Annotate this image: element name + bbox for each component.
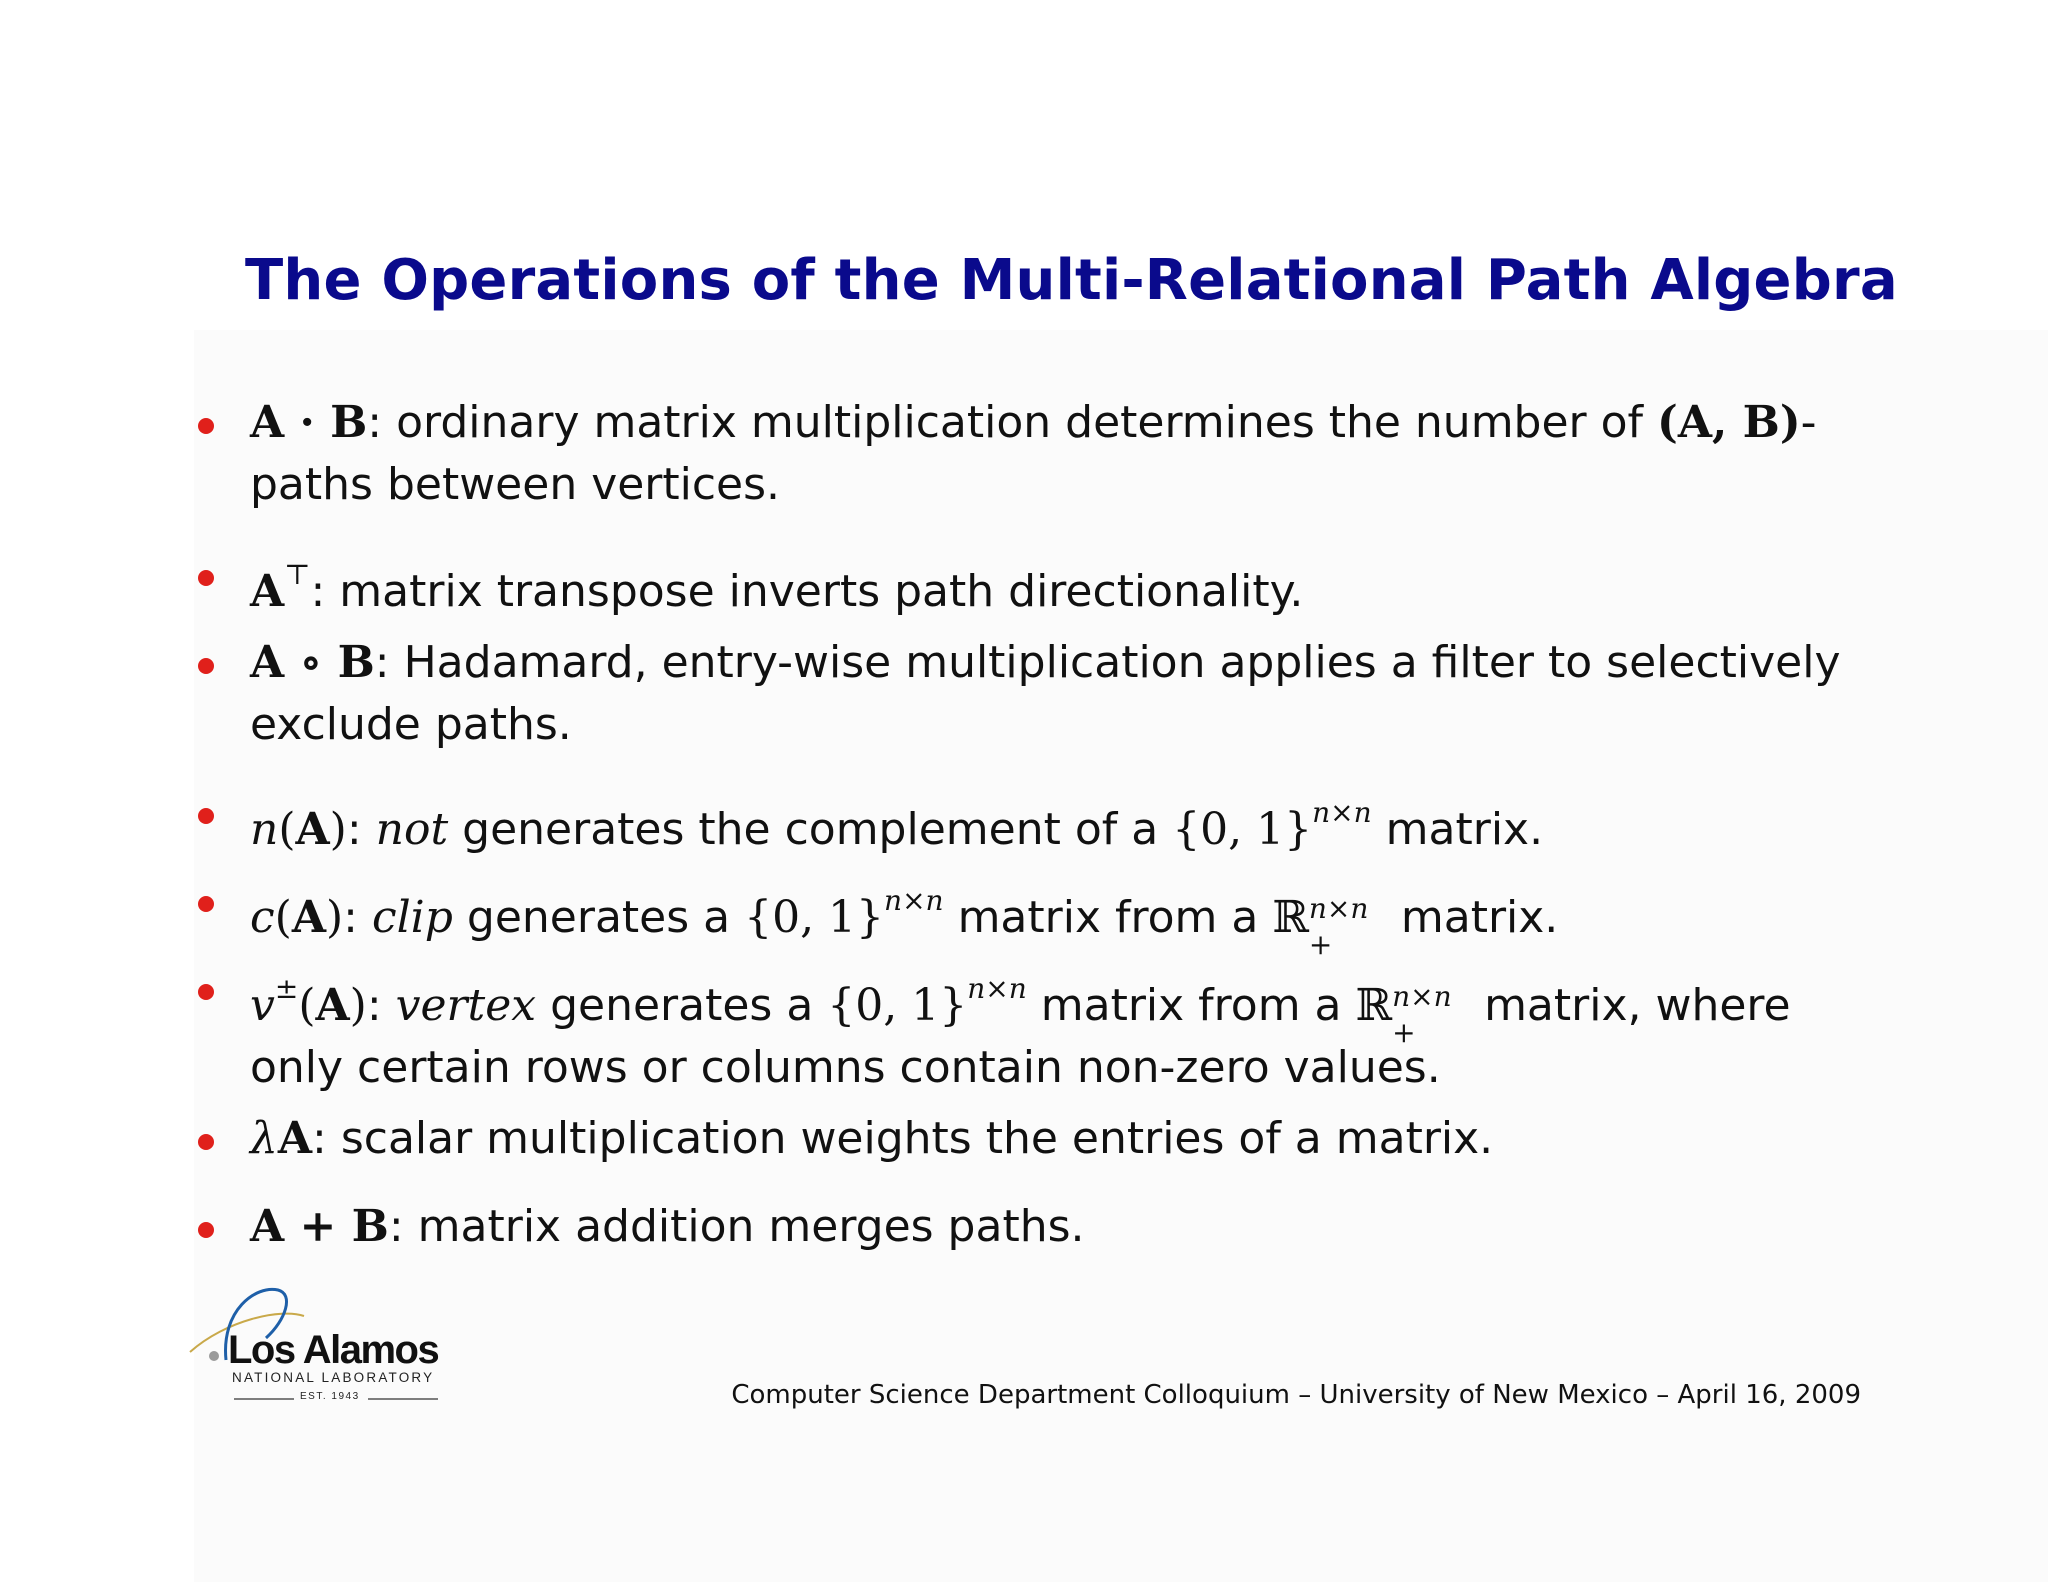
math-superscript: ± (274, 972, 299, 1005)
bullet-item (250, 544, 1870, 623)
bullet-item: c(A): clip generates a {0, 1}$^{n\times n}$ matrix from a ℝ n×n + matrix. (250, 870, 1870, 949)
math-superscript: ⊤ (284, 558, 311, 591)
separator: : (312, 1113, 341, 1164)
slide-title: The Operations of the Multi-Relational Path Algebra (245, 248, 1898, 313)
math-argument: A (295, 804, 330, 855)
math-superscript: n×n (884, 884, 944, 917)
bullet-text: scalar multiplication weights the entries of a matrix. (340, 1113, 1494, 1164)
math-expression: (A, B) (1657, 397, 1801, 448)
logo-subtitle: NATIONAL LABORATORY (232, 1370, 435, 1385)
operation-name: clip (371, 892, 453, 943)
separator: : (343, 892, 372, 943)
bullet-dot (198, 418, 214, 434)
bullet-dot (198, 896, 214, 912)
math-expression: A · B (250, 397, 368, 448)
bullet-item (250, 1108, 1870, 1170)
slide-footer: Computer Science Department Colloquium – University of New Mexico – April 16, 2009 (731, 1380, 1861, 1410)
bullet-text: matrix. (1386, 892, 1559, 943)
math-expression: A ∘ B (250, 637, 375, 688)
bullet-item: n(A): not generates the complement of a {0, 1}$^{n\times n}$ matrix. (250, 782, 1870, 861)
bullet-text: matrix transpose inverts path directionality. (339, 566, 1304, 617)
separator: : (374, 637, 404, 688)
bullet-text: -paths between vertices. (250, 397, 1817, 510)
math-expression: A + B (250, 1201, 389, 1252)
math-function: n (250, 804, 279, 855)
bullet-text: matrix. (1371, 804, 1544, 855)
bullet-text: matrix from a (943, 892, 1273, 943)
separator: : (367, 397, 397, 448)
separator: : (346, 804, 376, 855)
bullet-text: matrix from a (1026, 980, 1356, 1031)
bullet-text: Hadamard, entry-wise multiplication applies a filter to selectively exclude paths. (250, 637, 1841, 750)
separator: : (310, 566, 340, 617)
math-expression: A (250, 566, 285, 617)
logo-name: Los Alamos (228, 1328, 439, 1372)
bullet-dot (198, 1222, 214, 1238)
bullet-text: matrix addition merges paths. (417, 1201, 1085, 1252)
math-superscript: n×n (1312, 796, 1372, 829)
math-expression: A (277, 1113, 313, 1164)
bullet-item (250, 392, 1870, 516)
bullet-text: generates a (452, 892, 745, 943)
bullet-item (250, 1196, 1870, 1258)
bullet-text: matrix, where only certain rows or columns contain non-zero values. (250, 980, 1791, 1093)
bullet-item (250, 632, 1870, 756)
operation-name: vertex (395, 980, 537, 1031)
separator: : (366, 980, 396, 1031)
bullet-text: ordinary matrix multiplication determines the number of (396, 397, 1658, 448)
math-sup-sub: n×n + (1392, 980, 1452, 1049)
logo-established: EST. 1943 (300, 1391, 360, 1402)
math-set: {0, 1} (744, 892, 885, 943)
bullet-item: v±(A): vertex generates a {0, 1}$^{n\times n}$ matrix from a ℝ n×n + matrix, where only certain rows or columns contain non-zero values. (250, 958, 1870, 1099)
operation-name: not (375, 804, 449, 855)
bullet-dot (198, 570, 214, 586)
real-numbers-symbol: ℝ (1272, 892, 1309, 943)
math-superscript: n×n (967, 972, 1027, 1005)
math-sup-sub: n×n + (1308, 892, 1369, 961)
math-function: v (250, 980, 275, 1031)
bullet-dot (198, 1134, 214, 1150)
math-argument: A (315, 980, 350, 1031)
bullet-text: generates the complement of a (448, 804, 1173, 855)
math-set: {0, 1} (827, 980, 968, 1031)
bullet-dot (198, 984, 214, 1000)
math-argument: A (291, 892, 326, 943)
math-set: {0, 1} (1172, 804, 1313, 855)
bullet-dot (198, 658, 214, 674)
math-function: c (250, 892, 275, 943)
real-numbers-symbol: ℝ (1355, 980, 1393, 1031)
separator: : (388, 1201, 418, 1252)
bullet-text: generates a (536, 980, 828, 1031)
math-lambda: λ (250, 1113, 278, 1164)
bullet-dot (198, 808, 214, 824)
